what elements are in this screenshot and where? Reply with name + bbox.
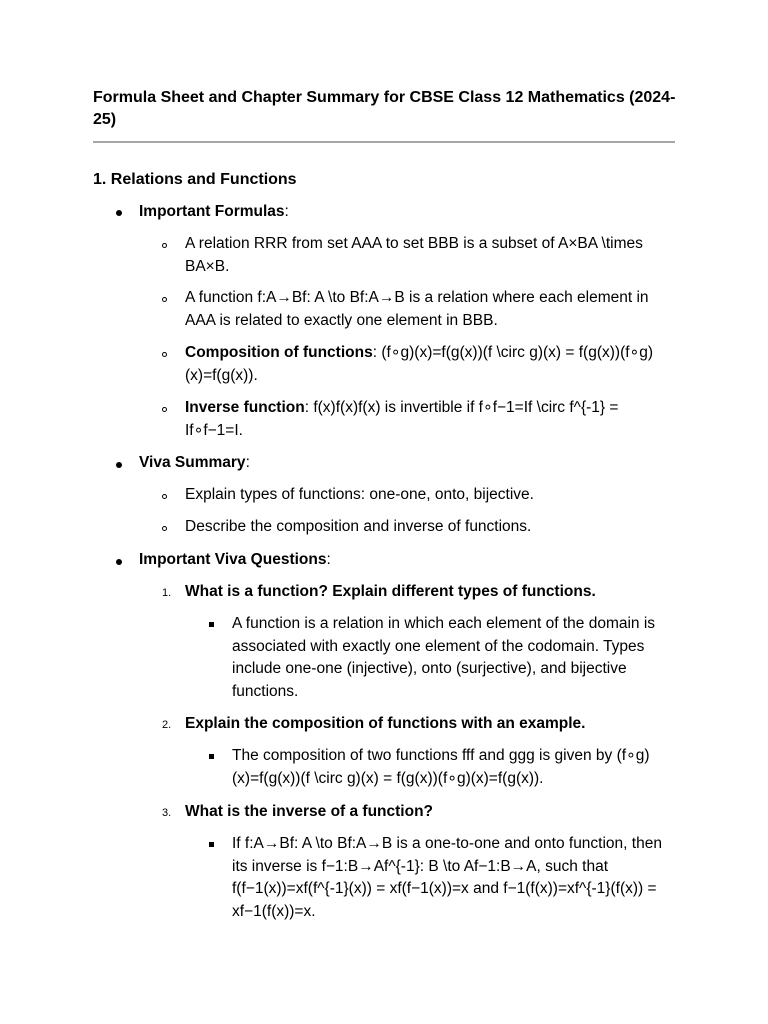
question-text: What is a function? Explain different types of functions. xyxy=(185,583,596,600)
viva-summary-item: Describe the composition and inverse of functions. xyxy=(185,518,532,535)
square-bullet-icon xyxy=(209,622,214,627)
question-number: 1. xyxy=(162,587,172,599)
question-text: Explain the composition of functions with an example. xyxy=(185,715,586,732)
formulas-heading-colon: : xyxy=(284,203,289,220)
viva-summary-heading-line xyxy=(139,452,250,475)
formula-item: A relation RRR from set AAA to set BBB is a subset of A×BA \times BA×B. xyxy=(185,235,643,275)
viva-summary-item: Explain types of functions: one-one, onto, bijective. xyxy=(185,486,534,503)
square-bullet-icon xyxy=(209,842,214,847)
composition-label: Composition of functions xyxy=(185,344,373,361)
section-heading: 1. Relations and Functions xyxy=(93,171,297,188)
hollow-bullet-icon xyxy=(162,352,167,357)
viva-summary-heading: Viva Summary xyxy=(139,454,246,471)
composition-sep: : xyxy=(372,344,382,361)
viva-questions-heading-line xyxy=(139,549,331,572)
viva-questions-heading: Important Viva Questions xyxy=(139,551,327,568)
hollow-bullet-icon xyxy=(162,243,167,248)
viva-questions-colon: : xyxy=(326,551,331,568)
bullet-icon xyxy=(116,210,122,216)
formula-item: A function f:A→Bf: A \to Bf:A→B is a relation where each element in AAA is related to exactly one element in BBB. xyxy=(185,289,649,329)
hollow-bullet-icon xyxy=(162,526,167,531)
question-text: What is the inverse of a function? xyxy=(185,803,434,820)
formulas-heading: Important Formulas xyxy=(139,203,285,220)
composition-text: (f∘g)(x)=f(g(x))(f \circ g)(x) = f(g(x))(f∘g)(x)=f(g(x)). xyxy=(185,344,654,384)
formula-item-inverse xyxy=(185,397,675,442)
answer-text: A function is a relation in which each element of the domain is associated with exactly one element of the codomain. Types include one-one (injective), onto (surjective), and bijective functions. xyxy=(232,615,656,700)
hollow-bullet-icon xyxy=(162,407,167,412)
hollow-bullet-icon xyxy=(162,297,167,302)
inverse-sep: : xyxy=(304,399,314,416)
title-divider xyxy=(93,141,675,143)
inverse-text: f(x)f(x)f(x) is invertible if f∘f−1=If \circ f^{-1} = If∘f−1=I. xyxy=(185,399,619,439)
viva-summary-colon: : xyxy=(245,454,250,471)
hollow-bullet-icon xyxy=(162,494,167,499)
formulas-heading-line xyxy=(139,201,289,224)
question-number: 2. xyxy=(162,719,172,731)
answer-text: If f:A→Bf: A \to Bf:A→B is a one-to-one and onto function, then its inverse is f−1:B→Af^{-1}: B \to Af−1:B→A, such that f(f−1(x))=xf(f^{-1}(x)) = xf(f−1(x))=x and f−1(f(x))=xf^{-1}(f(x)) = xf−1(f(x))=x. xyxy=(232,835,662,920)
inverse-label: Inverse function xyxy=(185,399,305,416)
square-bullet-icon xyxy=(209,754,214,759)
answer-text: The composition of two functions fff and ggg is given by (f∘g)(x)=f(g(x))(f \circ g)(x) = f(g(x))(f∘g)(x)=f(g(x)). xyxy=(232,747,650,787)
question-number: 3. xyxy=(162,807,172,819)
bullet-icon xyxy=(116,559,122,565)
document-title: Formula Sheet and Chapter Summary for CBSE Class 12 Mathematics (2024-25) xyxy=(93,89,676,128)
formula-item-composition xyxy=(185,342,675,387)
bullet-icon xyxy=(116,462,122,468)
